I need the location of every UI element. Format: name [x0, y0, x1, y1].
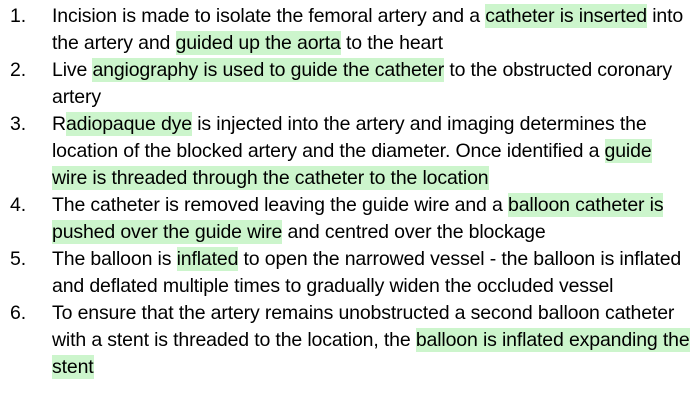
list-item — [0, 246, 697, 300]
list-item — [0, 3, 697, 57]
highlighted-text: balloon is inflated expanding the stent — [52, 329, 690, 378]
highlighted-text: inflated — [176, 248, 239, 270]
text-segment: The catheter is removed leaving the guide wire and a — [52, 194, 508, 216]
text-segment: to the obstructed coronary artery — [52, 59, 672, 108]
highlighted-text: balloon catheter is pushed over the guide wire — [52, 194, 664, 243]
list-item — [0, 300, 697, 381]
highlighted-text: guide wire is threaded through the catheter to the location — [52, 140, 652, 189]
numbered-list — [0, 3, 697, 381]
list-item — [0, 57, 697, 111]
highlighted-text: guided up the aorta — [175, 32, 341, 54]
text-segment: R — [52, 113, 66, 135]
highlighted-text: adiopaque dye — [65, 113, 192, 135]
text-segment: to open the narrowed vessel - the balloon is inflated and deflated multiple times to gradually widen the occluded vessel — [52, 248, 682, 297]
text-segment: Live — [52, 59, 93, 81]
text-segment: and centred over the blockage — [282, 221, 546, 243]
list-item — [0, 111, 697, 192]
text-segment: To ensure that the artery remains unobstructed a second balloon catheter with a stent is threaded to the location, the — [52, 302, 675, 351]
list-number: 6. — [10, 302, 26, 324]
highlighted-text: angiography is used to guide the catheter — [92, 59, 445, 81]
list-number: 5. — [10, 248, 26, 270]
text-segment: The balloon is — [52, 248, 177, 270]
text-segment: Incision is made to isolate the femoral artery and a — [52, 5, 486, 27]
text-segment: is injected into the artery and imaging determines the location of the blocked artery and the diameter. Once identified a — [52, 113, 647, 162]
list-number: 2. — [10, 59, 26, 81]
highlighted-text: catheter is inserted — [485, 5, 647, 27]
list-number: 4. — [10, 194, 26, 216]
list-number: 3. — [10, 113, 26, 135]
text-segment: into the artery and — [52, 5, 684, 54]
list-number: 1. — [10, 5, 26, 27]
text-segment: to the heart — [340, 32, 443, 54]
list-item — [0, 192, 697, 246]
